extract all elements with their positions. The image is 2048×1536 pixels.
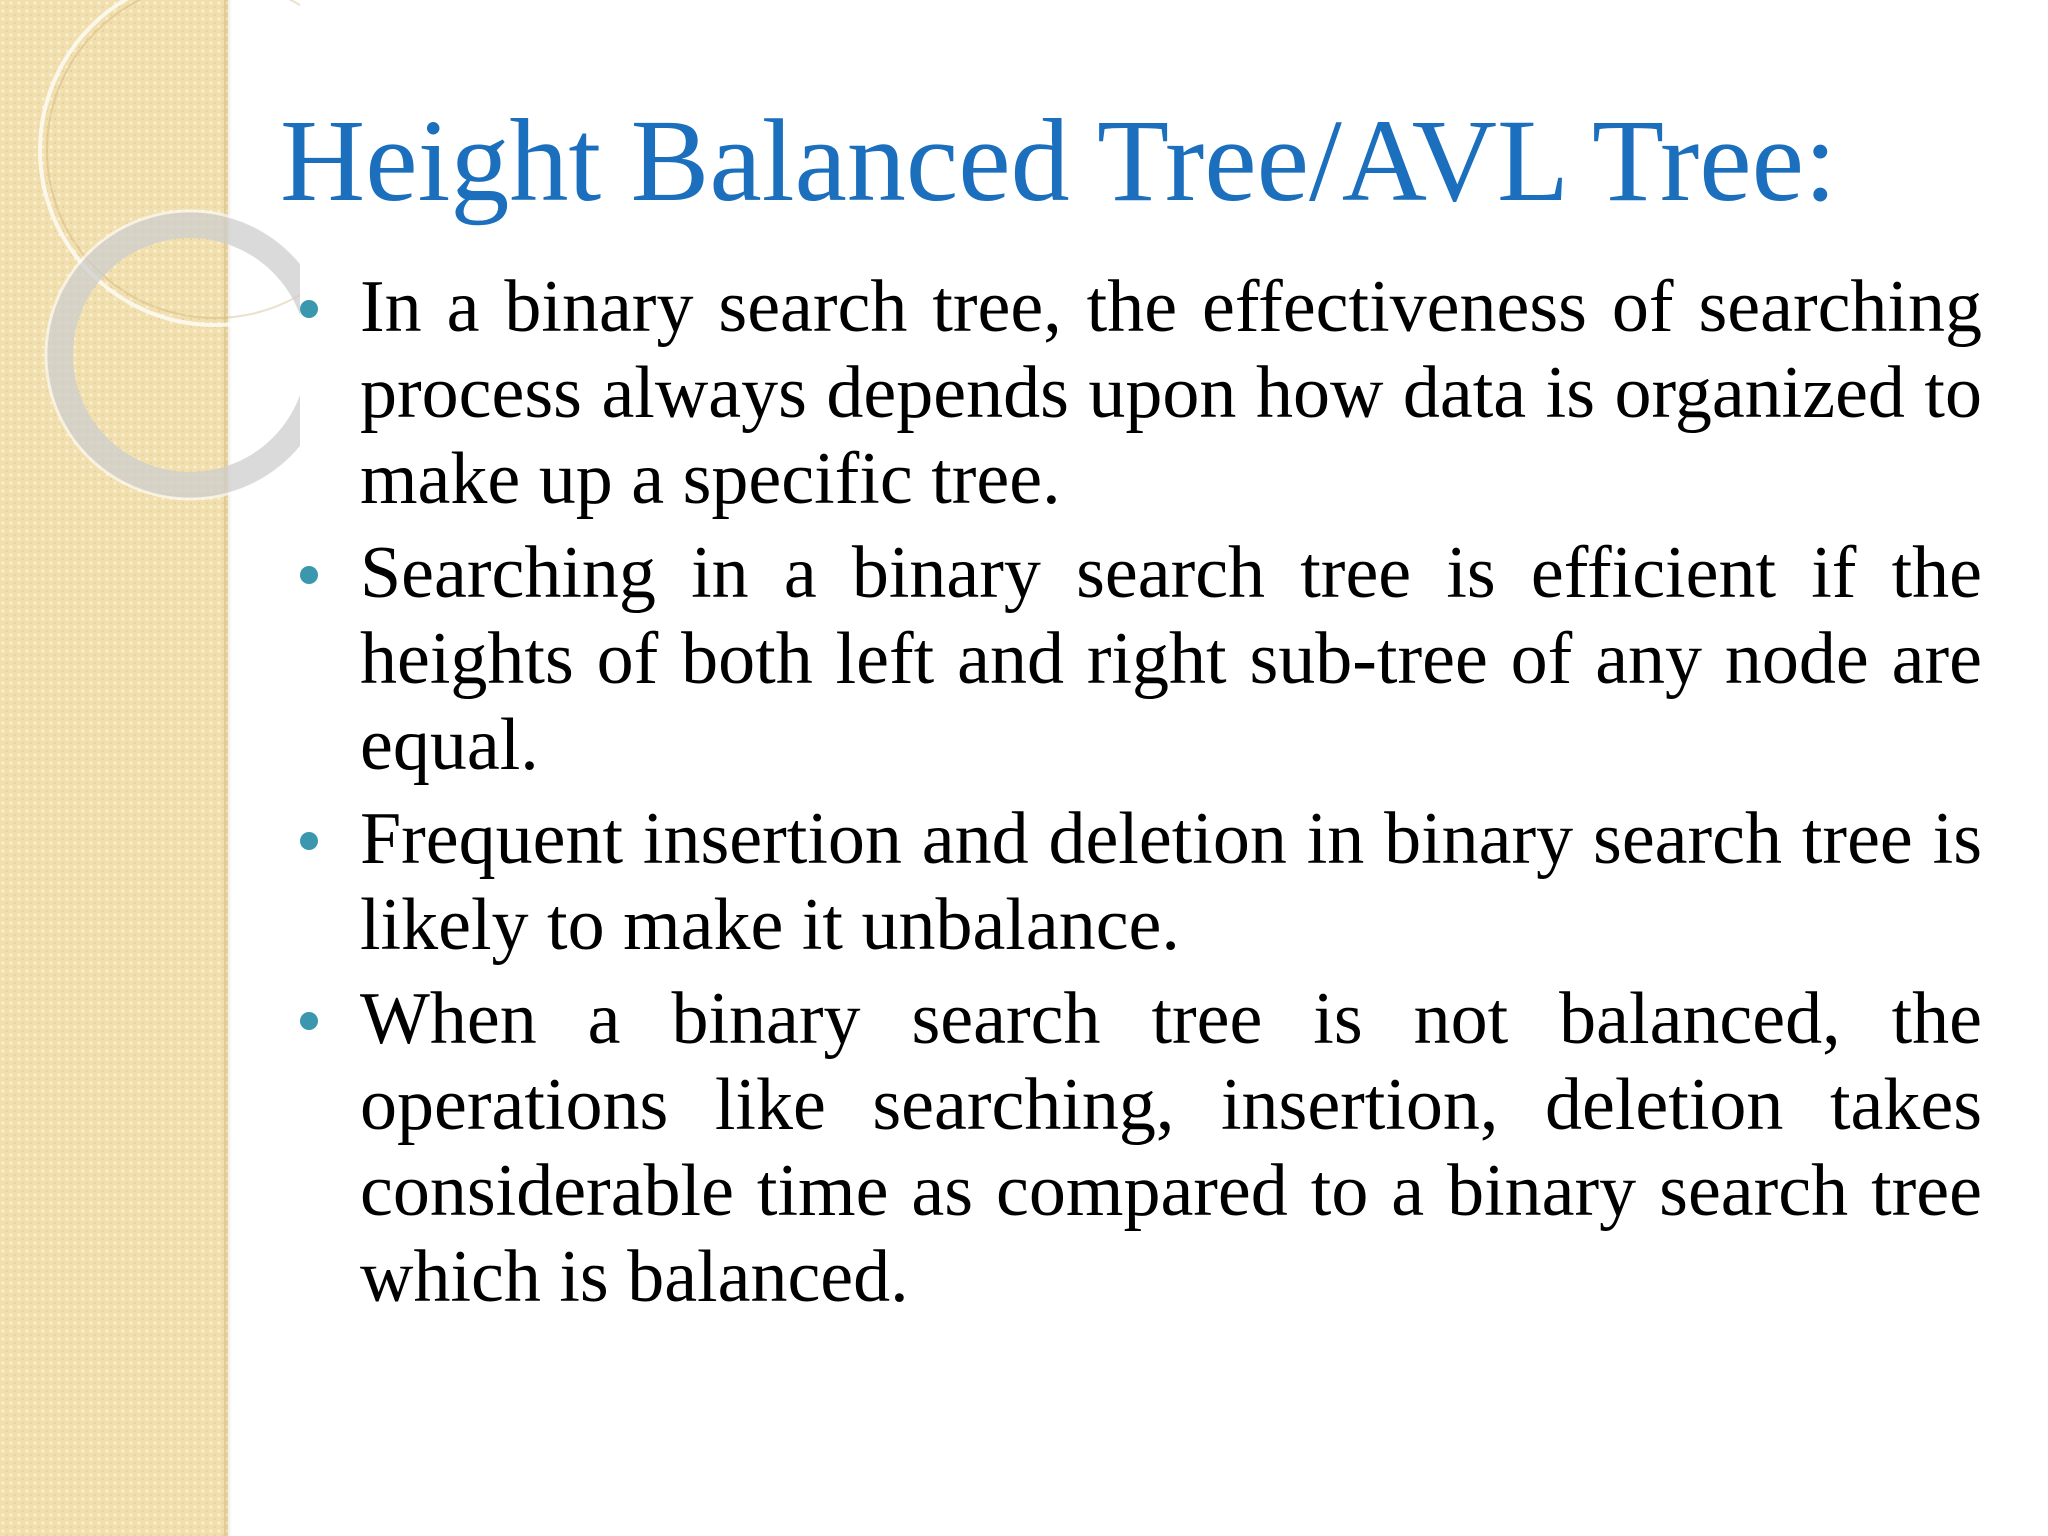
bullet-icon bbox=[300, 832, 318, 850]
decorative-rings-icon bbox=[0, 0, 300, 520]
bullet-icon bbox=[300, 566, 318, 584]
bullet-text: When a binary search tree is not balanced, the operations like searching, insertion, deletion takes considerable time as compared to a binary search tree which is balanced. bbox=[360, 978, 1982, 1318]
bullet-icon bbox=[300, 1012, 318, 1030]
bullet-text: Searching in a binary search tree is efficient if the heights of both left and right sub-tree of any node are equal. bbox=[360, 532, 1982, 786]
bullet-list bbox=[300, 264, 1982, 1328]
bullet-item bbox=[300, 530, 1982, 788]
bullet-item bbox=[300, 264, 1982, 522]
bullet-text: In a binary search tree, the effectiveness of searching process always depends upon how data is organized to make up a specific tree. bbox=[360, 266, 1982, 520]
bullet-item bbox=[300, 976, 1982, 1320]
slide-title: Height Balanced Tree/AVL Tree: bbox=[280, 95, 1837, 226]
bullet-item bbox=[300, 796, 1982, 968]
bullet-icon bbox=[300, 300, 318, 318]
bullet-text: Frequent insertion and deletion in binary search tree is likely to make it unbalance. bbox=[360, 798, 1982, 966]
